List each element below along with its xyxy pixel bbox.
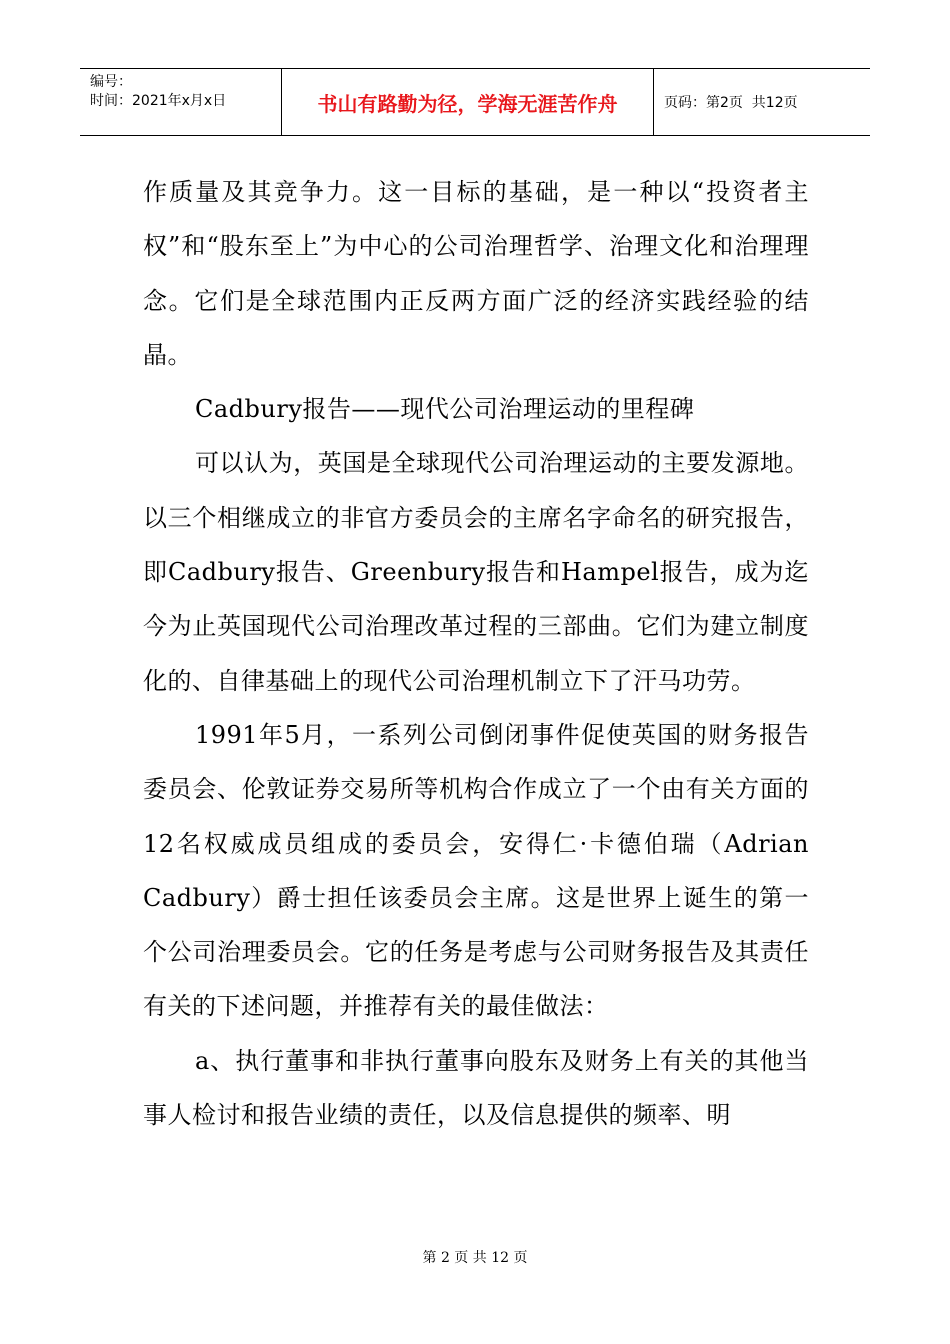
page-footer — [0, 1247, 950, 1267]
serial-number-label: 编号： — [90, 74, 132, 90]
time-label: 时间：2021年x月x日 — [90, 93, 227, 109]
paragraph: 作质量及其竞争力。这一目标的基础，是一种以“投资者主权”和“股东至上”为中心的公司治理哲学、治理文化和治理理念。它们是全球范围内正反两方面广泛的经济实践经验的结晶。 — [143, 178, 809, 369]
page-header — [80, 68, 870, 136]
section-heading: Cadbury报告——现代公司治理运动的里程碑 — [195, 395, 695, 424]
header-motto: 书山有路勤为径，学海无涯苦作舟 — [282, 69, 654, 135]
document-body — [143, 165, 809, 1142]
header-meta — [80, 69, 282, 135]
paragraph: 可以认为，英国是全球现代公司治理运动的主要发源地。以三个相继成立的非官方委员会的主席名字命名的研究报告，即Cadbury报告、Greenbury报告和Hampel报告，成为迄今为止英国现代公司治理改革过程的三部曲。它们为建立制度化的、自律基础上的现代公司治理机制立下了汗马功劳。 — [143, 449, 809, 695]
header-page-number — [654, 69, 870, 135]
header-page-label: 页码：第2页 共12页 — [664, 95, 798, 111]
paragraph: a、执行董事和非执行董事向股东及财务上有关的其他当事人检讨和报告业绩的责任，以及信息提供的频率、明 — [143, 1046, 809, 1130]
footer-page-number: 第 2 页 共 12 页 — [422, 1250, 528, 1266]
paragraph: 1991年5月，一系列公司倒闭事件促使英国的财务报告委员会、伦敦证券交易所等机构合作成立了一个由有关方面的12名权威成员组成的委员会，安得仁·卡德伯瑞（Adrian Cadbury）爵士担任该委员会主席。这是世界上诞生的第一个公司治理委员会。它的任务是考虑与公司财务报告及其责任有关的下述问题，并推荐有关的最佳做法： — [143, 720, 809, 1021]
